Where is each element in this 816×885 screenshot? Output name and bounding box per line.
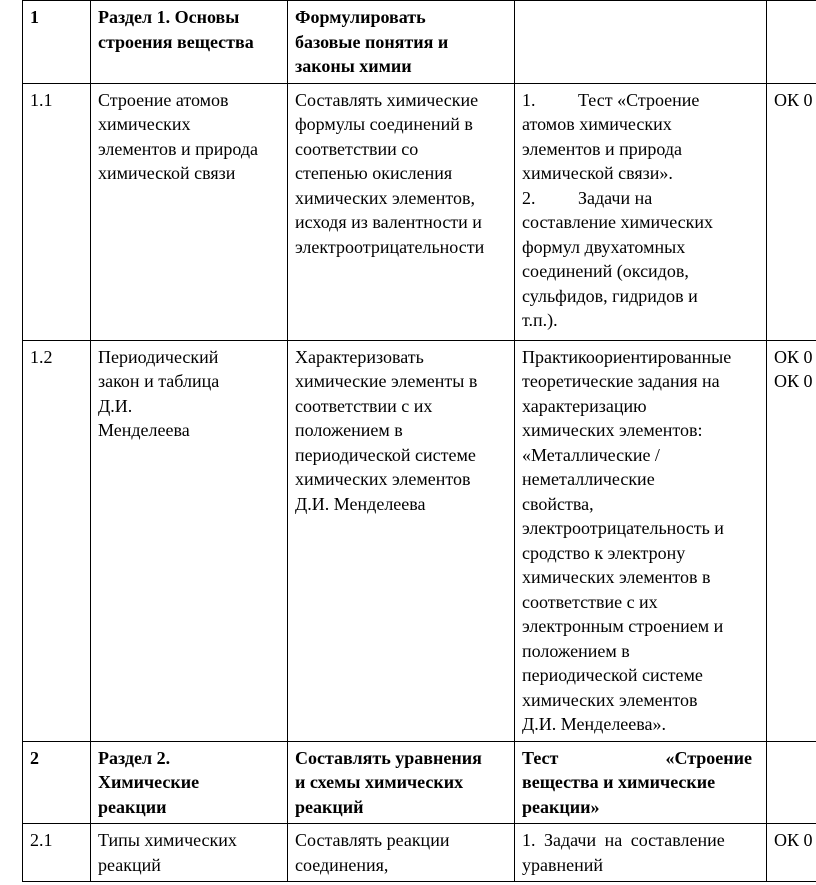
item-number: 1. — [522, 89, 536, 110]
assessment-line: химических элементов — [522, 689, 698, 710]
topic-cell — [91, 340, 288, 741]
row-number: 1 — [30, 7, 39, 27]
assessment-cell — [515, 824, 767, 882]
skill-line: химические элементы в — [295, 371, 478, 391]
table-row — [23, 741, 816, 824]
skill-line: Составлять химические — [295, 89, 479, 110]
assessment-line: характеризацию — [522, 395, 647, 416]
row-number: 2.1 — [30, 830, 53, 850]
skill-line: химических элементов, — [295, 187, 476, 208]
skill-line: электроотрицательности — [295, 236, 485, 257]
skill-line: Характеризовать — [295, 346, 424, 367]
item-text: сульфидов, гидридов и — [522, 285, 698, 306]
topic-line: Раздел 2. — [98, 747, 171, 768]
topic-line: строения вещества — [98, 31, 254, 52]
competency-code: ОК 0 — [774, 346, 813, 367]
skill-line: реакций — [295, 796, 364, 817]
skill-line: и схемы химических — [295, 772, 464, 792]
assessment-line: сродство к электрону — [522, 542, 686, 563]
topic-line: Д.И. — [98, 395, 133, 416]
skill-line: Формулировать — [295, 7, 426, 27]
row-number: 2 — [30, 747, 39, 768]
item-number: 2. — [522, 187, 536, 208]
item-text: т.п.). — [522, 310, 558, 330]
table-row — [23, 1, 816, 84]
competency-cell — [767, 741, 816, 824]
assessment-item — [522, 88, 762, 113]
topic-line: химической связи — [98, 163, 236, 183]
assessment-line: теоретические задания на — [522, 371, 720, 391]
assessment-word: Тест — [522, 747, 559, 768]
competency-cell — [767, 1, 816, 84]
assessment-line: реакции» — [522, 796, 600, 817]
assessment-line: 1. Задачи на составление — [522, 830, 725, 850]
assessment-line: «Металлические / — [522, 444, 660, 465]
row-number-cell — [23, 741, 91, 824]
assessment-line: уравнений — [522, 854, 604, 875]
skill-line: соединения, — [295, 854, 389, 875]
topic-line: закон и таблица — [98, 371, 220, 391]
assessment-line: электронным строением и — [522, 616, 724, 636]
skill-line: химических элементов — [295, 469, 471, 489]
item-text: химической связи». — [522, 163, 673, 183]
assessment-cell — [515, 83, 767, 340]
item-text: соединений (оксидов, — [522, 261, 689, 281]
assessment-cell — [515, 741, 767, 824]
skill-line: периодической системе — [295, 444, 476, 465]
skill-line: положением в — [295, 420, 403, 440]
competency-code: ОК 0 — [774, 89, 813, 110]
item-text: Тест «Строение — [578, 89, 700, 110]
table-row — [23, 340, 816, 741]
assessment-cell — [515, 340, 767, 741]
table-row — [23, 83, 816, 340]
assessment-word: «Строение — [665, 747, 752, 768]
assessment-line: неметаллические — [522, 469, 655, 489]
topic-line: реакций — [98, 854, 161, 875]
skill-line: Д.И. Менделеева — [295, 493, 426, 514]
competency-code: ОК 0 — [774, 371, 813, 391]
item-text: составление химических — [522, 212, 714, 232]
item-text: элементов и природа — [522, 138, 683, 159]
item-text: формул двухатомных — [522, 236, 686, 257]
skill-line: законы химии — [295, 56, 412, 76]
row-number-cell — [23, 824, 91, 882]
competency-cell — [767, 83, 816, 340]
row-number-cell — [23, 340, 91, 741]
assessment-line: периодической системе — [522, 665, 703, 685]
skill-line: Составлять уравнения — [295, 747, 482, 768]
topic-cell — [91, 1, 288, 84]
skill-line: соответствии с их — [295, 395, 433, 416]
competency-cell — [767, 824, 816, 882]
topic-cell — [91, 741, 288, 824]
assessment-line: электроотрицательность и — [522, 518, 724, 538]
skill-line: соответствии со — [295, 138, 419, 159]
topic-line: элементов и природа — [98, 138, 259, 159]
table-row — [23, 824, 816, 882]
assessment-line: Практикоориентированные — [522, 346, 732, 367]
topic-line: реакции — [98, 796, 167, 817]
topic-cell — [91, 824, 288, 882]
topic-line: Строение атомов — [98, 89, 229, 110]
skill-line: формулы соединений в — [295, 114, 473, 134]
curriculum-table — [22, 0, 816, 882]
assessment-line: Д.И. Менделеева». — [522, 714, 667, 734]
skill-line: Составлять реакции — [295, 830, 450, 850]
skill-line: базовые понятия и — [295, 31, 449, 52]
assessment-heading-line — [522, 746, 752, 771]
row-number: 1.1 — [30, 89, 53, 110]
item-text: Задачи на — [578, 187, 653, 208]
assessment-line: вещества и химические — [522, 772, 716, 792]
assessment-line: положением в — [522, 640, 630, 661]
competency-cell — [767, 340, 816, 741]
assessment-line: химических элементов в — [522, 567, 711, 587]
assessment-line: химических элементов: — [522, 420, 703, 440]
competency-code: ОК 0 — [774, 830, 813, 850]
row-number-cell — [23, 1, 91, 84]
assessment-line: свойства, — [522, 493, 594, 514]
row-number-cell — [23, 83, 91, 340]
skill-cell — [288, 340, 515, 741]
item-text: атомов химических — [522, 114, 672, 134]
row-number: 1.2 — [30, 346, 53, 367]
skill-cell — [288, 824, 515, 882]
assessment-cell — [515, 1, 767, 84]
skill-cell — [288, 1, 515, 84]
assessment-line: соответствие с их — [522, 591, 658, 612]
assessment-item — [522, 186, 762, 211]
skill-line: исходя из валентности и — [295, 212, 482, 232]
topic-line: Раздел 1. Основы — [98, 7, 240, 27]
topic-line: Периодический — [98, 346, 219, 367]
skill-cell — [288, 741, 515, 824]
topic-line: Типы химических — [98, 830, 237, 850]
topic-line: Химические — [98, 772, 200, 792]
topic-cell — [91, 83, 288, 340]
skill-line: степенью окисления — [295, 163, 453, 183]
skill-cell — [288, 83, 515, 340]
topic-line: химических — [98, 114, 191, 134]
topic-line: Менделеева — [98, 420, 190, 440]
